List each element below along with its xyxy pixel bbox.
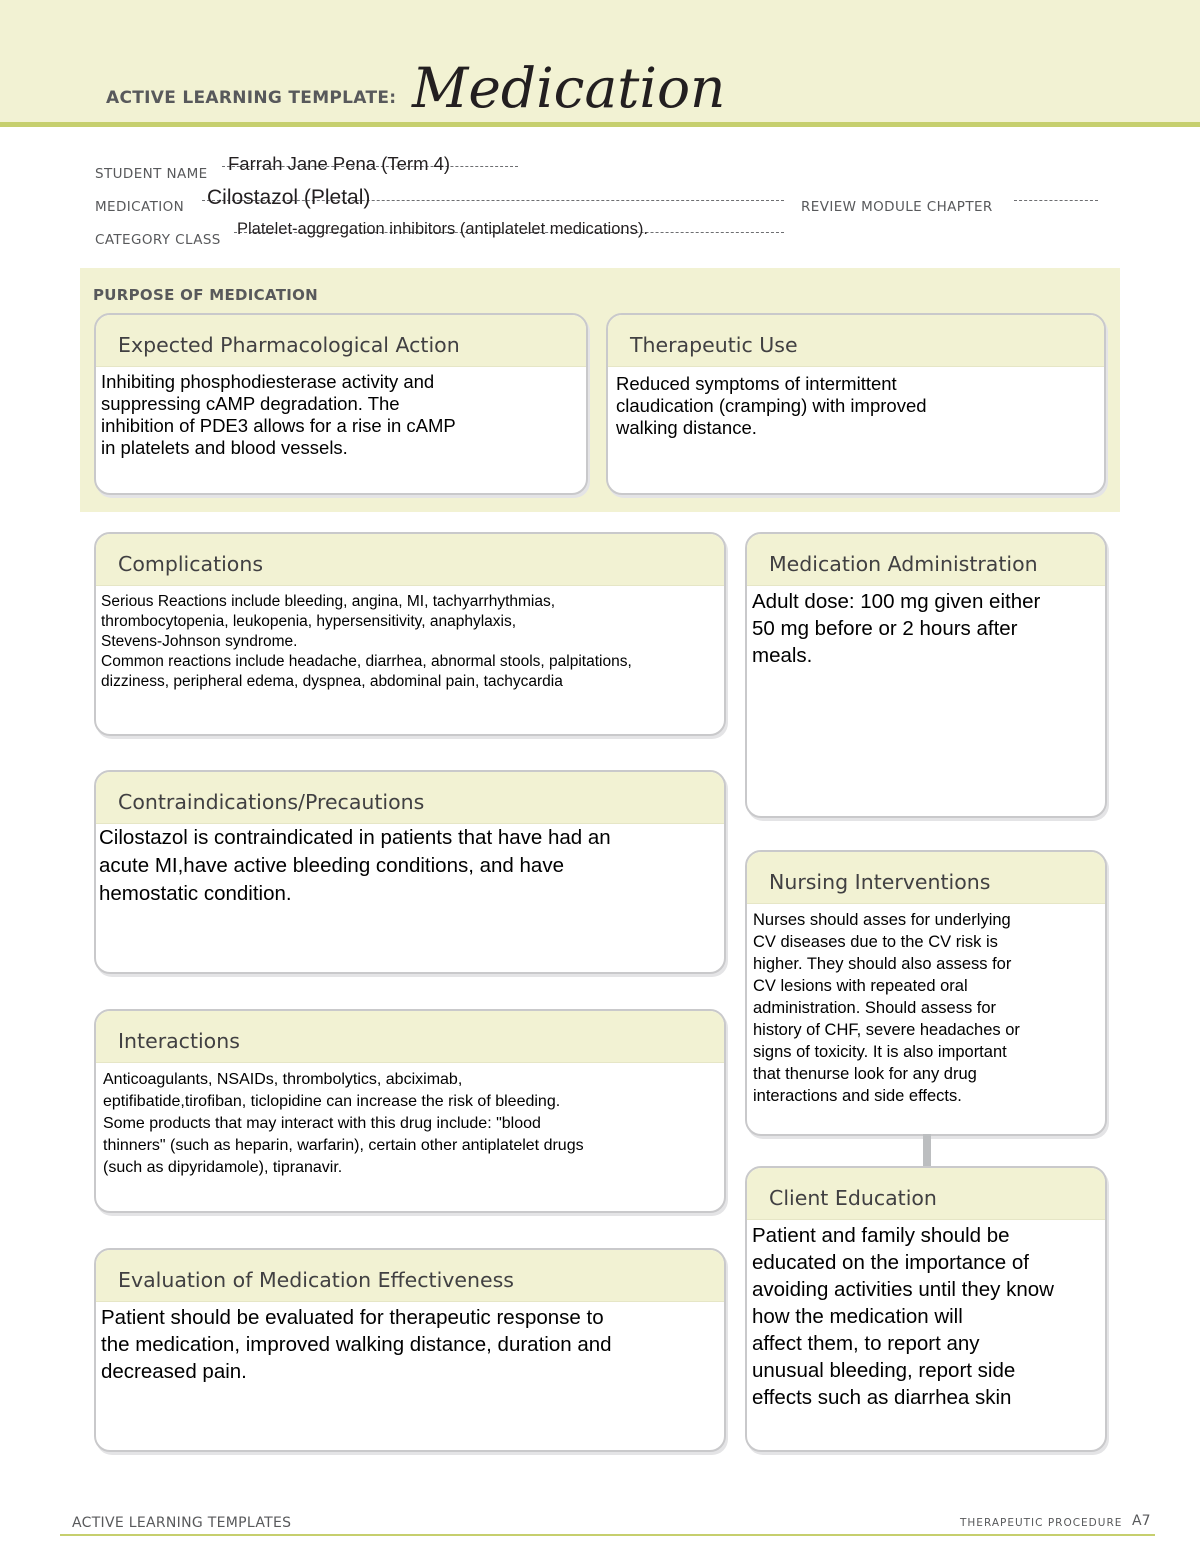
expected-action-title: Expected Pharmacological Action bbox=[96, 315, 586, 367]
client-education-text[interactable]: Patient and family should be educated on the importance of avoiding activities until they know how the medication will affect them, to report any unusual bleeding, report side effects such as diarrhea skin bbox=[752, 1224, 1054, 1409]
connector-line bbox=[923, 1134, 931, 1166]
footer-right-label: THERAPEUTIC PROCEDURE bbox=[960, 1517, 1123, 1529]
interactions-title: Interactions bbox=[96, 1011, 724, 1063]
evaluation-title: Evaluation of Medication Effectiveness bbox=[96, 1250, 724, 1302]
complications-text[interactable]: Serious Reactions include bleeding, angina, MI, tachyarrhythmias, thrombocytopenia, leukopenia, hypersensitivity, anaphylaxis, Stevens-Johnson syndrome. Common reactions include headache, diarrhea, abnormal stools, palpitations, dizziness, peripheral edema, dyspnea, abdominal pain, tachycardia bbox=[101, 593, 632, 690]
purpose-title: PURPOSE OF MEDICATION bbox=[93, 286, 319, 304]
expected-action-card bbox=[94, 313, 588, 495]
footer-left-label: ACTIVE LEARNING TEMPLATES bbox=[72, 1515, 292, 1531]
interactions-text[interactable]: Anticoagulants, NSAIDs, thrombolytics, abciximab, eptifibatide,tirofiban, ticlopidine can increase the risk of bleeding. Some products that may interact with this drug include: "blood thinners" (such as heparin, warfarin), certain other antiplatelet drugs (such as dipyridamole), tipranavir. bbox=[103, 1071, 584, 1176]
review-module-line bbox=[1014, 200, 1098, 201]
template-label: ACTIVE LEARNING TEMPLATE: bbox=[106, 88, 397, 108]
page-number: A7 bbox=[1132, 1513, 1151, 1529]
therapeutic-use-text[interactable]: Reduced symptoms of intermittent claudication (cramping) with improved walking distance. bbox=[616, 373, 927, 438]
contraindications-title: Contraindications/Precautions bbox=[96, 772, 724, 824]
review-module-label: REVIEW MODULE CHAPTER bbox=[801, 199, 993, 215]
category-class-field[interactable]: Platelet-aggregation inhibitors (antiplatelet medications). bbox=[237, 220, 648, 238]
footer-rule bbox=[60, 1534, 1155, 1536]
client-education-card bbox=[745, 1166, 1107, 1452]
category-class-label: CATEGORY CLASS bbox=[95, 232, 221, 248]
medication-label: MEDICATION bbox=[95, 199, 185, 215]
student-name-field[interactable]: Farrah Jane Pena (Term 4) bbox=[228, 153, 451, 174]
nursing-interventions-title: Nursing Interventions bbox=[747, 852, 1105, 904]
client-education-title: Client Education bbox=[747, 1168, 1105, 1220]
complications-card bbox=[94, 532, 726, 736]
nursing-interventions-text[interactable]: Nurses should asses for underlying CV diseases due to the CV risk is higher. They should also assess for CV lesions with repeated oral administration. Should assess for history of CHF, severe headaches or signs of toxicity. It is also important that thenurse look for any drug interactions and side effects. bbox=[753, 911, 1020, 1105]
evaluation-text[interactable]: Patient should be evaluated for therapeutic response to the medication, improved walking distance, duration and decreased pain. bbox=[101, 1306, 612, 1383]
page-title: Medication bbox=[412, 56, 726, 120]
interactions-card bbox=[94, 1009, 726, 1213]
complications-title: Complications bbox=[96, 534, 724, 586]
evaluation-card bbox=[94, 1248, 726, 1452]
therapeutic-use-card bbox=[606, 313, 1106, 495]
header-rule bbox=[0, 122, 1200, 127]
medication-administration-title: Medication Administration bbox=[747, 534, 1105, 586]
medication-administration-text[interactable]: Adult dose: 100 mg given either 50 mg before or 2 hours after meals. bbox=[752, 590, 1041, 667]
student-name-label: STUDENT NAME bbox=[95, 166, 208, 182]
expected-action-text[interactable]: Inhibiting phosphodiesterase activity and suppressing cAMP degradation. The inhibition of PDE3 allows for a rise in cAMP in platelets and blood vessels. bbox=[101, 371, 456, 458]
medication-field[interactable]: Cilostazol (Pletal) bbox=[207, 186, 371, 209]
therapeutic-use-title: Therapeutic Use bbox=[608, 315, 1104, 367]
contraindications-text[interactable]: Cilostazol is contraindicated in patients that have had an acute MI,have active bleeding conditions, and have hemostatic condition. bbox=[99, 826, 611, 905]
contraindications-card bbox=[94, 770, 726, 974]
medication-administration-card bbox=[745, 532, 1107, 818]
nursing-interventions-card bbox=[745, 850, 1107, 1136]
